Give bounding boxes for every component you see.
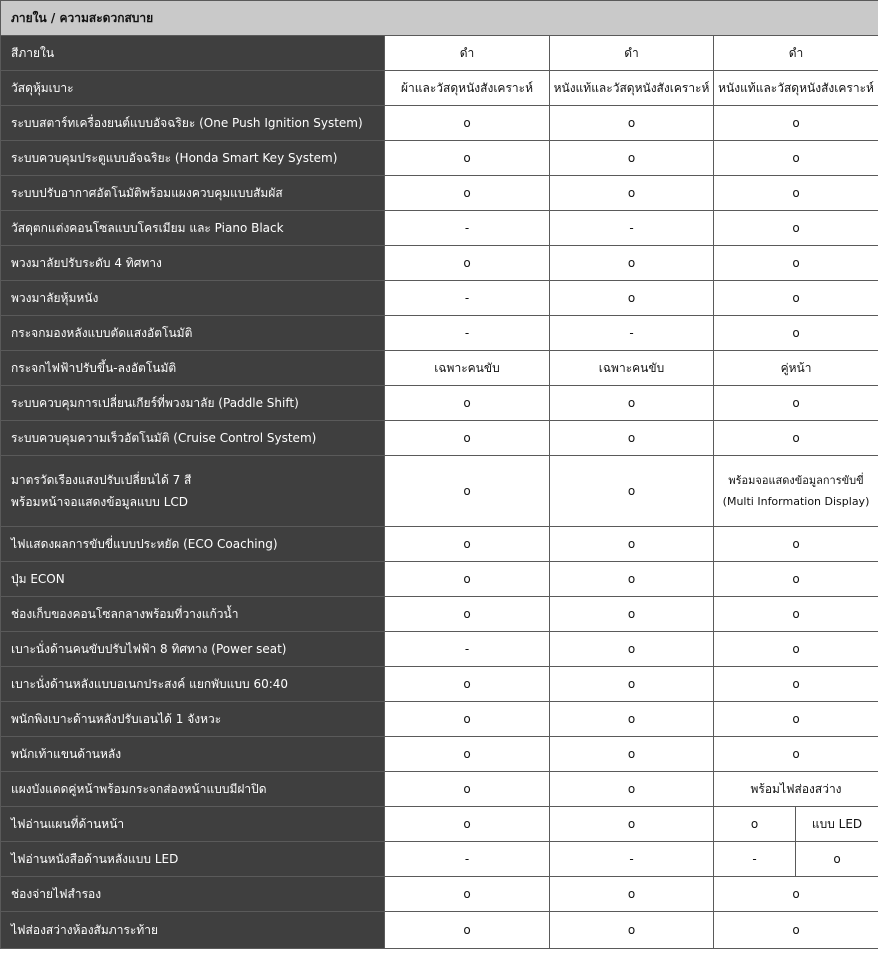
value-grade-1: o — [385, 702, 550, 737]
value-grade-1: - — [385, 842, 550, 877]
value-grade-3a: - — [714, 842, 796, 877]
table-row — [1, 246, 878, 281]
table-row — [1, 597, 878, 632]
value-grade-3: o — [714, 632, 878, 667]
value-grade-1: - — [385, 211, 550, 246]
section-header-row — [1, 1, 878, 36]
feature-label-line: มาตรวัดเรืองแสงปรับเปลี่ยนได้ 7 สี — [11, 472, 192, 487]
value-grade-2: o — [550, 597, 714, 632]
table-row — [1, 316, 878, 351]
value-grade-3: o — [714, 527, 878, 562]
value-grade-1: o — [385, 667, 550, 702]
value-grade-3: o — [714, 702, 878, 737]
value-grade-3: o — [714, 877, 878, 912]
feature-label: เบาะนั่งด้านหลังแบบอเนกประสงค์ แยกพับแบบ 60:40 — [1, 667, 385, 702]
value-grade-2: o — [550, 667, 714, 702]
table-row — [1, 527, 878, 562]
table-row — [1, 36, 878, 71]
value-grade-3: o — [714, 421, 878, 456]
feature-label: วัสดุหุ้มเบาะ — [1, 71, 385, 106]
table-row — [1, 877, 878, 912]
value-grade-2: o — [550, 632, 714, 667]
value-grade-2: o — [550, 281, 714, 316]
value-grade-1: o — [385, 246, 550, 281]
feature-label: ปุ่ม ECON — [1, 562, 385, 597]
feature-label: ระบบควบคุมความเร็วอัตโนมัติ (Cruise Control System) — [1, 421, 385, 456]
value-grade-1: - — [385, 281, 550, 316]
table-row — [1, 912, 878, 949]
feature-label: พวงมาลัยปรับระดับ 4 ทิศทาง — [1, 246, 385, 281]
value-grade-3: พร้อมไฟส่องสว่าง — [714, 772, 878, 807]
table-row — [1, 281, 878, 316]
section-title: ภายใน / ความสะดวกสบาย — [1, 1, 878, 36]
value-grade-3: o — [714, 667, 878, 702]
feature-label: ไฟส่องสว่างห้องสัมภาระท้าย — [1, 912, 385, 949]
feature-label: ระบบสตาร์ทเครื่องยนต์แบบอัจฉริยะ (One Push Ignition System) — [1, 106, 385, 141]
table-row — [1, 807, 878, 842]
value-grade-3b: แบบ LED — [796, 807, 878, 842]
value-grade-1: - — [385, 632, 550, 667]
value-grade-2: ดำ — [550, 36, 714, 71]
value-grade-1: o — [385, 421, 550, 456]
value-grade-2: o — [550, 702, 714, 737]
value-grade-2: o — [550, 386, 714, 421]
value-grade-3b: o — [796, 842, 878, 877]
table-row — [1, 562, 878, 597]
feature-label: วัสดุตกแต่งคอนโซลแบบโครเมียม และ Piano Black — [1, 211, 385, 246]
table-row — [1, 842, 878, 877]
value-grade-1: o — [385, 527, 550, 562]
value-grade-1: o — [385, 456, 550, 527]
value-grade-1: o — [385, 912, 550, 949]
value-grade-1: o — [385, 386, 550, 421]
value-grade-3: o — [714, 597, 878, 632]
feature-label: ระบบควบคุมประตูแบบอัจฉริยะ (Honda Smart Key System) — [1, 141, 385, 176]
value-grade-3: หนังแท้และวัสดุหนังสังเคราะห์ — [714, 71, 878, 106]
value-grade-3: o — [714, 141, 878, 176]
table-row — [1, 386, 878, 421]
value-grade-2: o — [550, 737, 714, 772]
value-grade-1: o — [385, 737, 550, 772]
value-grade-2: o — [550, 562, 714, 597]
value-grade-1: o — [385, 597, 550, 632]
feature-label: พนักเท้าแขนด้านหลัง — [1, 737, 385, 772]
feature-label: พวงมาลัยหุ้มหนัง — [1, 281, 385, 316]
value-grade-1: o — [385, 807, 550, 842]
value-grade-1: ดำ — [385, 36, 550, 71]
value-grade-2: หนังแท้และวัสดุหนังสังเคราะห์ — [550, 71, 714, 106]
table-row — [1, 106, 878, 141]
value-line: พร้อมจอแสดงข้อมูลการขับขี่ — [728, 473, 864, 487]
value-grade-3: o — [714, 316, 878, 351]
value-grade-1: ผ้าและวัสดุหนังสังเคราะห์ — [385, 71, 550, 106]
feature-label: แผงบังแดดคู่หน้าพร้อมกระจกส่องหน้าแบบมีฝาปิด — [1, 772, 385, 807]
feature-label: ไฟอ่านหนังสือด้านหลังแบบ LED — [1, 842, 385, 877]
feature-label — [1, 456, 385, 527]
value-line: (Multi Information Display) — [722, 495, 870, 508]
value-grade-3: o — [714, 912, 878, 949]
value-grade-2: - — [550, 316, 714, 351]
spec-table-body — [1, 1, 878, 949]
value-grade-2: o — [550, 421, 714, 456]
table-row — [1, 632, 878, 667]
value-grade-1: o — [385, 877, 550, 912]
feature-label-line: พร้อมหน้าจอแสดงข้อมูลแบบ LCD — [11, 495, 189, 509]
value-grade-3: o — [714, 246, 878, 281]
value-grade-3: o — [714, 106, 878, 141]
table-row — [1, 211, 878, 246]
feature-label: เบาะนั่งด้านคนขับปรับไฟฟ้า 8 ทิศทาง (Power seat) — [1, 632, 385, 667]
value-grade-2: o — [550, 106, 714, 141]
value-grade-1: - — [385, 316, 550, 351]
table-row — [1, 421, 878, 456]
feature-label: ไฟแสดงผลการขับขี่แบบประหยัด (ECO Coaching) — [1, 527, 385, 562]
value-grade-3: ดำ — [714, 36, 878, 71]
feature-label: ระบบปรับอากาศอัตโนมัติพร้อมแผงควบคุมแบบสัมผัส — [1, 176, 385, 211]
value-grade-3: o — [714, 386, 878, 421]
value-grade-3: คู่หน้า — [714, 351, 878, 386]
feature-label: กระจกไฟฟ้าปรับขึ้น-ลงอัตโนมัติ — [1, 351, 385, 386]
value-grade-3 — [714, 456, 878, 527]
value-grade-1: o — [385, 176, 550, 211]
feature-label: ไฟอ่านแผนที่ด้านหน้า — [1, 807, 385, 842]
table-row — [1, 772, 878, 807]
feature-label: ช่องเก็บของคอนโซลกลางพร้อมที่วางแก้วน้ำ — [1, 597, 385, 632]
value-grade-2: o — [550, 807, 714, 842]
value-grade-2: - — [550, 842, 714, 877]
table-row — [1, 737, 878, 772]
feature-label: สีภายใน — [1, 36, 385, 71]
value-grade-1: เฉพาะคนขับ — [385, 351, 550, 386]
value-grade-2: เฉพาะคนขับ — [550, 351, 714, 386]
value-grade-2: o — [550, 456, 714, 527]
value-grade-3: o — [714, 211, 878, 246]
feature-label: ระบบควบคุมการเปลี่ยนเกียร์ที่พวงมาลัย (Paddle Shift) — [1, 386, 385, 421]
value-grade-3a: o — [714, 807, 796, 842]
table-row — [1, 667, 878, 702]
value-grade-3: o — [714, 562, 878, 597]
table-row — [1, 176, 878, 211]
table-row — [1, 456, 878, 527]
value-grade-2: o — [550, 527, 714, 562]
feature-label: กระจกมองหลังแบบตัดแสงอัตโนมัติ — [1, 316, 385, 351]
feature-label: พนักพิงเบาะด้านหลังปรับเอนได้ 1 จังหวะ — [1, 702, 385, 737]
table-row — [1, 141, 878, 176]
value-grade-2: o — [550, 176, 714, 211]
value-grade-2: o — [550, 141, 714, 176]
value-grade-2: o — [550, 877, 714, 912]
feature-label: ช่องจ่ายไฟสำรอง — [1, 877, 385, 912]
value-grade-1: o — [385, 141, 550, 176]
value-grade-2: o — [550, 772, 714, 807]
value-grade-3: o — [714, 176, 878, 211]
value-grade-1: o — [385, 772, 550, 807]
value-grade-2: o — [550, 246, 714, 281]
value-grade-3: o — [714, 737, 878, 772]
table-row — [1, 71, 878, 106]
value-grade-1: o — [385, 562, 550, 597]
value-grade-1: o — [385, 106, 550, 141]
value-grade-3: o — [714, 281, 878, 316]
value-grade-2: - — [550, 211, 714, 246]
value-grade-2: o — [550, 912, 714, 949]
table-row — [1, 351, 878, 386]
table-row — [1, 702, 878, 737]
